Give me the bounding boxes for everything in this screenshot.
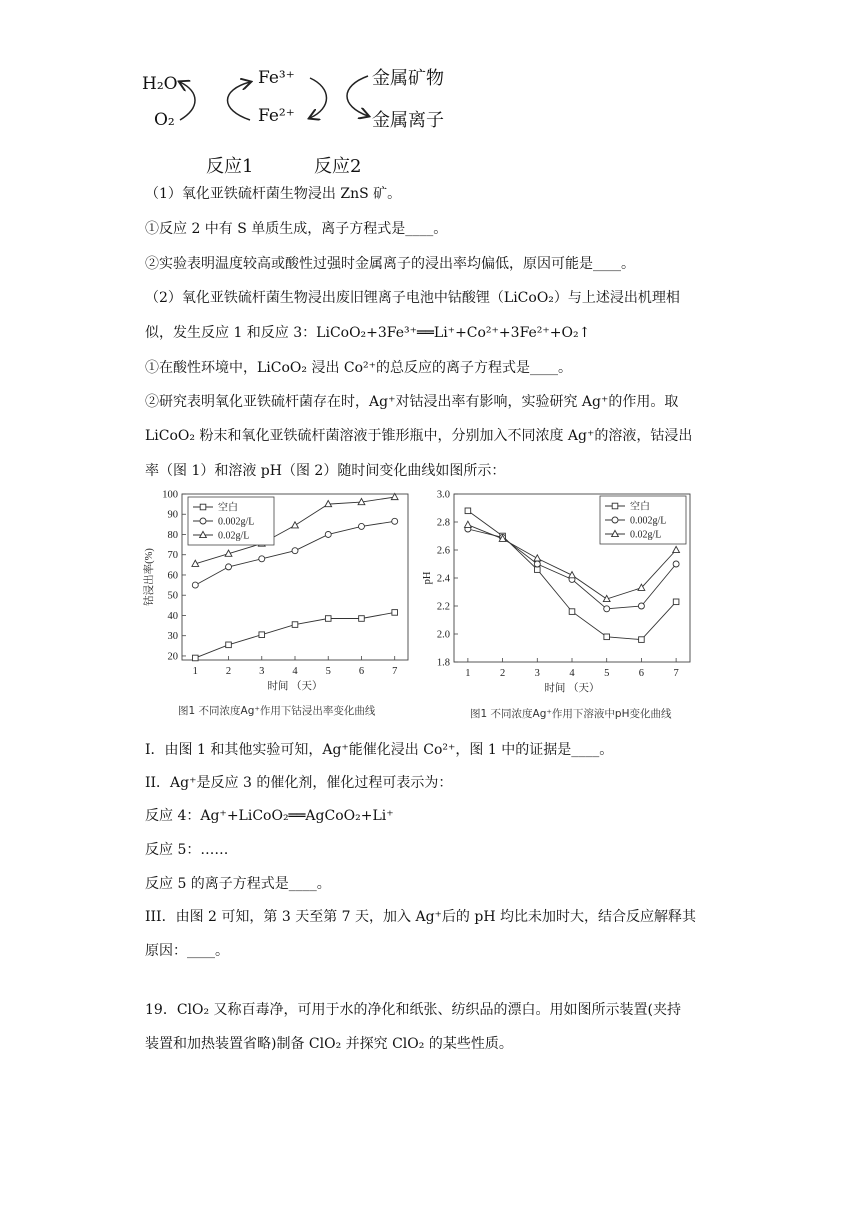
data-point — [192, 582, 198, 588]
chart1-caption: 图1 不同浓度Ag⁺作用下钴浸出率变化曲线 — [178, 705, 376, 717]
data-point — [259, 556, 265, 562]
x-tick-label: 3 — [259, 666, 265, 677]
x-tick-label: 4 — [292, 666, 298, 677]
metal-ore-label: 金属矿物 — [372, 68, 444, 89]
y-axis-label: 钴浸出率(%) — [144, 548, 155, 606]
text-line: ②研究表明氧化亚铁硫杆菌存在时，Ag⁺对钴浸出率有影响，实验研究 Ag⁺的作用。取 — [145, 394, 679, 410]
data-point — [325, 531, 331, 537]
data-point — [465, 508, 471, 514]
reaction2-right-arc — [347, 76, 368, 116]
y-tick-label: 30 — [167, 631, 178, 643]
x-tick-label: 6 — [358, 666, 365, 677]
o2-label: O₂ — [154, 110, 175, 130]
reaction2-left-arc — [310, 78, 327, 118]
data-point — [226, 564, 232, 570]
metal-ion-label: 金属离子 — [372, 110, 444, 131]
x-tick-label: 6 — [638, 668, 645, 679]
data-point — [359, 616, 365, 622]
x-axis-label: 时间 （天） — [544, 683, 600, 694]
legend-marker — [200, 518, 206, 524]
x-tick-label: 7 — [392, 666, 398, 677]
data-point — [534, 561, 540, 567]
x-tick-label: 1 — [192, 666, 198, 677]
text-line: ②实验表明温度较高或酸性过强时金属离子的浸出率均偏低，原因可能是____。 — [145, 256, 635, 272]
y-tick-label: 60 — [167, 570, 178, 582]
text-line: II．Ag⁺是反应 3 的催化剂，催化过程可表示为： — [145, 775, 453, 791]
y-axis-label: pH — [422, 571, 433, 585]
text-line: （1）氧化亚铁硫杆菌生物浸出 ZnS 矿。 — [145, 186, 402, 202]
data-point — [392, 610, 398, 616]
data-point — [259, 632, 265, 638]
y-tick-label: 1.8 — [436, 657, 450, 669]
x-tick-label: 3 — [534, 668, 540, 679]
x-tick-label: 2 — [225, 666, 232, 677]
legend-label: 0.002g/L — [218, 516, 255, 528]
text-line: 原因：____。 — [145, 943, 229, 959]
data-point — [569, 572, 576, 578]
text-line: I．由图 1 和其他实验可知，Ag⁺能催化浸出 Co²⁺，图 1 中的证据是____。 — [145, 742, 614, 758]
data-point — [673, 546, 680, 552]
ph-change-chart — [420, 484, 700, 696]
text-line: 19．ClO₂ 又称百毒净，可用于水的净化和纸张、纺织品的漂白。用如图所示装置(夹持 — [145, 1002, 682, 1018]
y-tick-label: 90 — [167, 509, 178, 521]
legend-marker — [612, 517, 618, 523]
text-line: ①在酸性环境中，LiCoO₂ 浸出 Co²⁺的总反应的离子方程式是____。 — [145, 360, 573, 376]
y-tick-label: 50 — [167, 590, 178, 602]
data-point — [292, 548, 298, 554]
legend-label: 空白 — [630, 501, 650, 513]
data-point — [673, 561, 679, 567]
text-line: 装置和加热装置省略)制备 ClO₂ 并探究 ClO₂ 的某些性质。 — [145, 1036, 513, 1052]
x-tick-label: 4 — [569, 668, 575, 679]
data-point — [358, 523, 364, 529]
legend-marker — [612, 503, 618, 509]
data-point — [534, 555, 541, 561]
x-tick-label: 7 — [673, 668, 679, 679]
data-point — [226, 642, 232, 648]
data-point — [292, 622, 298, 628]
y-tick-label: 2.4 — [436, 573, 450, 585]
fe3-label: Fe³⁺ — [258, 68, 295, 88]
text-line: LiCoO₂ 粉末和氧化亚铁硫杆菌溶液于锥形瓶中，分别加入不同浓度 Ag⁺的溶液，钴浸出 — [145, 428, 693, 444]
data-point — [673, 599, 679, 605]
h2o-label: H₂O — [142, 74, 178, 94]
data-point — [569, 609, 575, 615]
legend-label: 0.002g/L — [630, 515, 667, 527]
data-point — [292, 522, 299, 528]
x-tick-label: 2 — [499, 668, 506, 679]
x-axis-label: 时间 （天） — [267, 681, 323, 692]
y-tick-label: 20 — [167, 651, 178, 663]
text-line: 反应 5 的离子方程式是____。 — [145, 876, 331, 892]
text-line: 似，发生反应 1 和反应 3：LiCoO₂+3Fe³⁺══Li⁺+Co²⁺+3Fe²⁺+O₂↑ — [145, 325, 591, 341]
reaction2-label: 反应2 — [314, 156, 362, 177]
y-tick-label: 3.0 — [436, 489, 450, 501]
fe2-label: Fe²⁺ — [258, 106, 295, 126]
text-line: III．由图 2 可知，第 3 天至第 7 天，加入 Ag⁺后的 pH 均比未加时大，结合反应解释其 — [145, 909, 696, 925]
data-point — [325, 616, 331, 622]
x-tick-label: 1 — [465, 668, 471, 679]
cobalt-leaching-chart — [140, 488, 415, 696]
x-tick-label: 5 — [604, 668, 610, 679]
y-tick-label: 80 — [167, 529, 178, 541]
y-tick-label: 2.6 — [436, 545, 450, 557]
y-tick-label: 40 — [167, 610, 178, 622]
legend-label: 空白 — [218, 502, 238, 514]
text-line: 反应 4：Ag⁺+LiCoO₂══AgCoO₂+Li⁺ — [145, 808, 394, 824]
x-tick-label: 5 — [325, 666, 331, 677]
legend-label: 0.02g/L — [218, 530, 250, 542]
text-line: 率（图 1）和溶液 pH（图 2）随时间变化曲线如图所示： — [145, 463, 506, 479]
data-point — [638, 603, 644, 609]
legend-label: 0.02g/L — [630, 529, 662, 541]
y-tick-label: 2.8 — [436, 517, 450, 529]
y-tick-label: 100 — [162, 489, 178, 501]
data-point — [534, 567, 540, 573]
reaction1-right-arc — [228, 82, 251, 120]
data-point — [604, 634, 610, 640]
y-tick-label: 2.0 — [436, 629, 450, 641]
text-line: ①反应 2 中有 S 单质生成，离子方程式是____。 — [145, 221, 448, 237]
chart2-caption: 图1 不同浓度Ag⁺作用下溶液中pH变化曲线 — [470, 708, 672, 720]
text-line: 反应 5：…… — [145, 842, 229, 858]
data-point — [639, 637, 645, 643]
data-point — [392, 518, 398, 524]
data-point — [192, 655, 198, 661]
data-point — [604, 606, 610, 612]
text-line: （2）氧化亚铁硫杆菌生物浸出废旧锂离子电池中钴酸锂（LiCoO₂）与上述浸出机理相 — [145, 290, 680, 306]
data-point — [464, 521, 471, 527]
series-line — [195, 612, 394, 658]
y-tick-label: 2.2 — [436, 601, 450, 613]
reaction-cycle-diagram — [140, 60, 470, 180]
reaction1-left-arc — [180, 82, 195, 120]
legend-marker — [200, 504, 206, 510]
reaction1-label: 反应1 — [206, 156, 254, 177]
y-tick-label: 70 — [167, 550, 178, 562]
